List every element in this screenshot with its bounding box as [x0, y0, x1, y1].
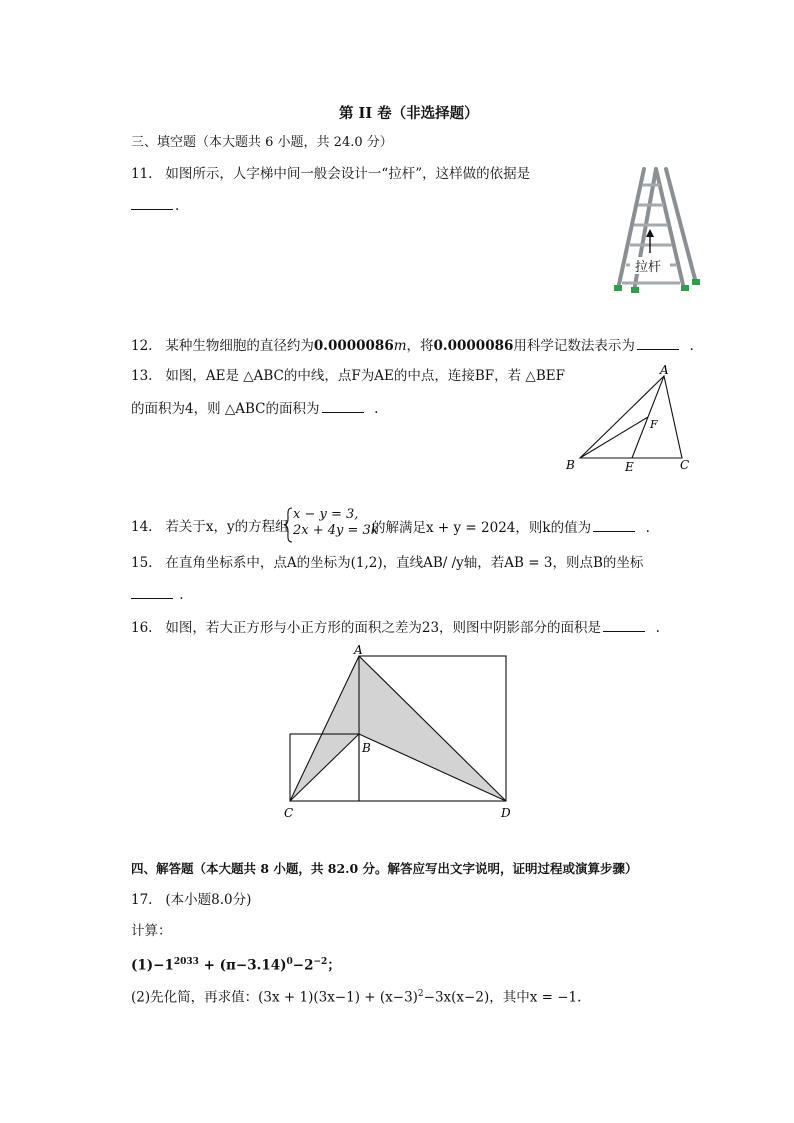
label-d: D: [501, 806, 511, 820]
label-a: A: [354, 643, 363, 657]
q15-answer-line: [131, 585, 184, 604]
ladder-arrow-head: [646, 229, 654, 237]
q15-blank[interactable]: [131, 585, 173, 599]
q17-part-1: [131, 953, 341, 975]
q14-eq-2: 2x + 4y = 3k: [293, 523, 379, 538]
q11-text: 如图所示，人字梯中间一般会设计一“拉杆”，这样做的依据是: [165, 166, 531, 182]
triangle-abc: [580, 376, 682, 458]
triangle-figure: [560, 362, 700, 477]
q17-p1-a: (1)−1: [131, 957, 174, 974]
q17-p1-exp2: 0: [286, 957, 293, 967]
q13-blank[interactable]: [322, 399, 364, 413]
q14-post-wrap: [372, 518, 650, 537]
ladder-foot: [692, 279, 700, 285]
q13-number: 13.: [131, 368, 153, 384]
q17-p2-exp: 2: [417, 989, 424, 999]
q17-p1-d: ；: [327, 957, 341, 974]
q13-line-1: 如图，AE是 △ABC的中线，点F为AE的中点，连接BF，若 △BEF: [165, 368, 565, 384]
q11-blank[interactable]: [131, 196, 173, 210]
question-11: [131, 165, 530, 183]
q17-p1-b: + (π−3.14): [198, 957, 287, 974]
q14-number: 14.: [131, 519, 153, 535]
question-15: [131, 554, 643, 572]
ladder-label: 拉杆: [635, 260, 662, 275]
q14-blank[interactable]: [593, 518, 635, 532]
q12-end: .: [689, 338, 694, 354]
label-c: C: [680, 458, 690, 472]
label-b: B: [362, 741, 371, 755]
squares-figure: [278, 640, 518, 822]
q12-value: 0.0000086: [313, 338, 394, 354]
section-3-heading: 三、填空题（本大题共 6 小题，共 24.0 分）: [131, 135, 393, 150]
label-b: B: [566, 458, 575, 472]
question-17: [131, 891, 251, 909]
question-12: [131, 336, 694, 355]
brace-icon: [283, 507, 293, 543]
question-16: [131, 618, 660, 637]
question-13: [131, 367, 565, 385]
ladder-foot: [631, 287, 639, 293]
q17-number: 17.: [131, 892, 153, 908]
q11-end: .: [175, 198, 180, 214]
q14-post: 的解满足x + y = 2024，则k的值为: [372, 520, 592, 536]
q16-end: .: [655, 620, 660, 636]
q12-text-c: 用科学记数法表示为: [513, 338, 635, 354]
q17-p2-b: −3x(x−2)，其中x = −1.: [423, 989, 582, 1006]
q12-text-a: 某种生物细胞的直径约为: [165, 338, 314, 354]
ladder-foot: [681, 285, 689, 291]
q16-number: 16.: [131, 620, 153, 636]
q14-end: .: [645, 520, 650, 536]
ladder-foot: [614, 285, 622, 291]
q11-number: 11.: [131, 166, 153, 182]
q15-number: 15.: [131, 555, 153, 571]
q12-value-2: 0.0000086: [433, 338, 514, 354]
q12-text-b: ，将: [406, 338, 434, 354]
q13-line-2-wrap: [131, 399, 378, 418]
q17-p1-exp3: −2: [313, 957, 328, 967]
q17-part-2: [131, 985, 581, 1007]
q14-eq-1: x − y = 3,: [293, 507, 359, 522]
question-14: [131, 518, 289, 536]
q17-score: (本小题8.0分): [165, 892, 252, 908]
q13-end: .: [374, 401, 379, 417]
page-title: 第 II 卷（非选择题）: [339, 105, 479, 122]
label-a: A: [660, 363, 669, 377]
segment-bf: [580, 417, 648, 458]
q17-p2-a: (2)先化简，再求值：(3x + 1)(3x−1) + (x−3): [131, 989, 418, 1006]
q12-number: 12.: [131, 338, 153, 354]
q17-calc: 计算：: [131, 923, 172, 939]
q16-blank[interactable]: [603, 618, 645, 632]
label-e: E: [625, 460, 634, 474]
q12-unit: m: [393, 338, 407, 354]
q14-pre: 若关于x，y的方程组: [165, 519, 289, 535]
q11-answer-line: [131, 196, 179, 215]
q15-text: 在直角坐标系中，点A的坐标为(1,2)，直线AB/ /y轴，若AB = 3，则点B的坐标: [165, 555, 644, 571]
ladder-image: [604, 163, 700, 299]
q13-line-2: 的面积为4，则 △ABC的面积为: [131, 401, 320, 417]
q15-end: .: [179, 587, 184, 603]
q16-text: 如图，若大正方形与小正方形的面积之差为23，则图中阴影部分的面积是: [165, 620, 602, 636]
label-f: F: [650, 418, 658, 431]
label-c: C: [284, 806, 294, 820]
q17-p1-c: −2: [292, 957, 314, 974]
q17-p1-exp: 2033: [173, 957, 199, 967]
section-4-heading: 四、解答题（本大题共 8 小题，共 82.0 分。解答应写出文字说明，证明过程或演算步骤）: [131, 861, 638, 876]
q12-blank[interactable]: [637, 336, 679, 350]
